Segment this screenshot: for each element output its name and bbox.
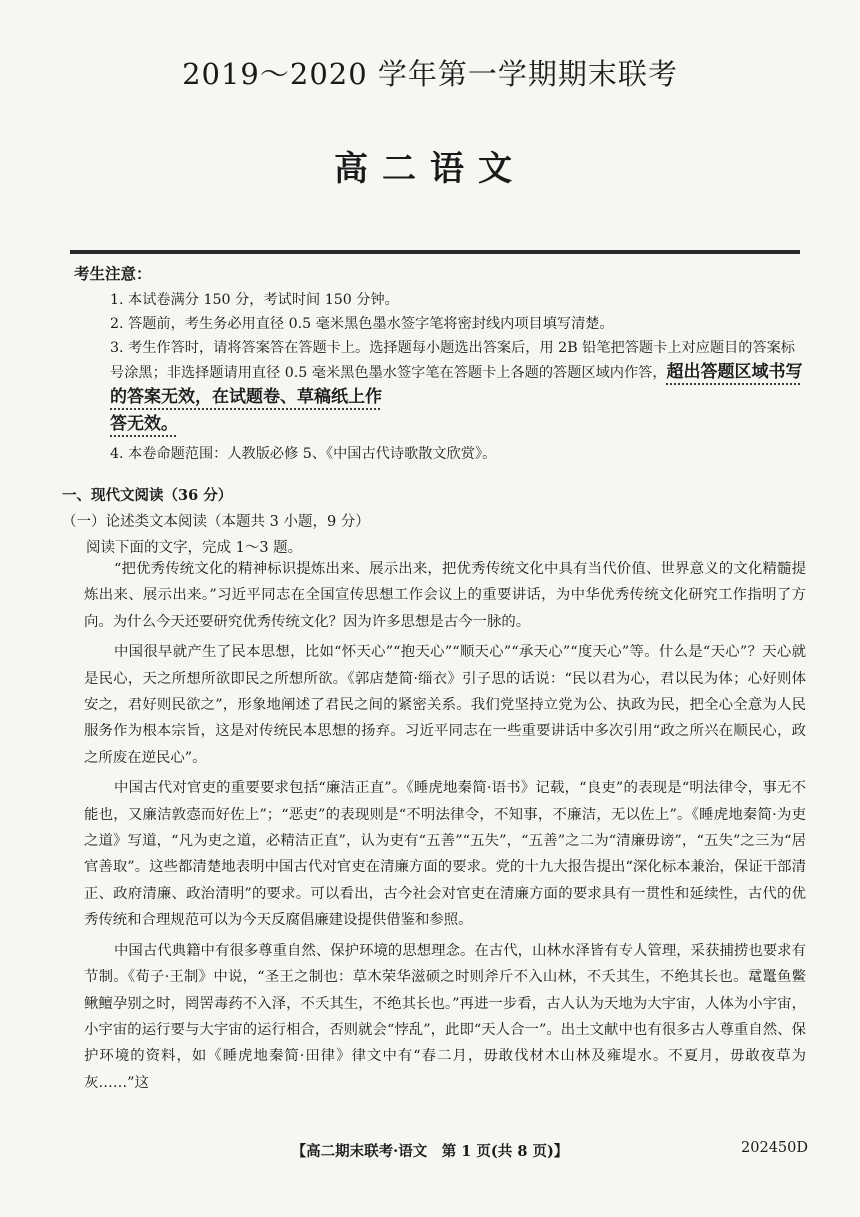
passage-paragraph-1: “把优秀传统文化的精神标识提炼出来、展示出来，把优秀传统文化中具有当代价值、世界意义的文化精髓提炼出来、展示出来。”习近平同志在全国宣传思想工作会议上的重要讲话，为中华优秀传统文化研究工作指明了方向。为什么今天还要研究优秀传统文化？因为许多思想是古今一脉的。 <box>84 561 806 630</box>
section-title: 一、现代文阅读（36 分） <box>62 487 233 504</box>
notice-item-3-text: 3. 考生作答时，请将答案答在答题卡上。选择题每小题选出答案后，用 2B 铅笔把答题卡上对应题目的答案标号涂黑；非选择题请用直径 0.5 毫米黑色墨水签字笔在答题卡上各题的答题区域内作答， <box>110 340 795 381</box>
notice-item-2: 2. 答题前，考生务必用直径 0.5 毫米黑色墨水签字笔将密封线内项目填写清楚。 <box>110 316 614 332</box>
reading-instruction: 阅读下面的文字，完成 1～3 题。 <box>86 540 303 556</box>
section-heading-block <box>62 484 807 557</box>
reading-passage <box>84 556 806 1096</box>
notice-item-3-cont <box>74 410 804 438</box>
notice-item-3 <box>74 336 804 410</box>
section-subtitle: （一）论述类文本阅读（本题共 3 小题，9 分） <box>62 514 370 530</box>
passage-paragraph-4: 中国古代典籍中有很多尊重自然、保护环境的思想理念。在古代，山林水泽皆有专人管理，采获捕捞也要求有节制。《荀子·王制》中说，“圣王之制也：草木荣华滋硕之时则斧斤不入山林，不夭其生，不绝其长也。鼋鼍鱼鳖鳅鳣孕别之时，罔罟毒药不入泽，不夭其生，不绝其长也。”再进一步看，古人认为天地为大宇宙，人体为小宇宙，小宇宙的运行要与大宇宙的运行相合，否则就会“悖乱”，此即“天人合一”。出土文献中也有很多古人尊重自然、保护环境的资料，如《睡虎地秦简·田律》律文中有“春二月，毋敢伐材木山林及雍堤水。不夏月，毋敢夜草为灰……”这 <box>84 942 806 1091</box>
notice-item-4: 4. 本卷命题范围：人教版必修 5、《中国古代诗歌散文欣赏》。 <box>110 446 497 462</box>
paper-code: 202450D <box>741 1140 808 1156</box>
notice-item-1: 1. 本试卷满分 150 分，考试时间 150 分钟。 <box>110 292 399 308</box>
exam-title: 2019～2020 学年第一学期期末联考 <box>182 57 678 91</box>
notice-item-3-emphasis-a: 超出答题区域书写的答案无效，在试题卷、草稿纸上作 <box>110 362 803 407</box>
notice-item-3-emphasis-b: 答无效。 <box>110 414 178 434</box>
notice-box <box>74 262 804 466</box>
header-divider <box>70 250 800 254</box>
page-footer: 【高二期末联考·语文 第 1 页(共 8 页)】 <box>291 1143 569 1160</box>
passage-paragraph-3: 中国古代对官吏的重要要求包括“廉洁正直”。《睡虎地秦简·语书》记载，“良吏”的表现是“明法律令，事无不能也，又廉洁敦悫而好佐上”；“恶吏”的表现则是“不明法律令，不知事，不廉洁，无以佐上”。《睡虎地秦简·为吏之道》写道，“凡为吏之道，必精洁正直”，认为吏有“五善”“五失”，“五善”之二为“清廉毋谤”，“五失”之三为“居官善取”。这些都清楚地表明中国古代对官吏在清廉方面的要求。党的十九大报告提出“深化标本兼治，保证干部清正、政府清廉、政治清明”的要求。可以看出，古今社会对官吏在清廉方面的要求具有一贯性和延续性，古代的优秀传统和合理规范可以为今天反腐倡廉建设提供借鉴和参照。 <box>84 780 806 929</box>
subject-title: 高二语文 <box>334 149 526 189</box>
passage-paragraph-2: 中国很早就产生了民本思想，比如“怀天心”“抱天心”“顺天心”“承天心”“度天心”等。什么是“天心”？天心就是民心，天之所想所欲即民之所想所欲。《郭店楚简·缁衣》引子思的话说：“民以君为心，君以民为体；心好则体安之，君好则民欲之”，形象地阐述了君民之间的紧密关系。我们党坚持立党为公、执政为民，把全心全意为人民服务作为根本宗旨，这是对传统民本思想的扬弃。习近平同志在一些重要讲话中多次引用“政之所兴在顺民心，政之所废在逆民心”。 <box>84 644 806 766</box>
notice-heading: 考生注意： <box>74 264 152 283</box>
